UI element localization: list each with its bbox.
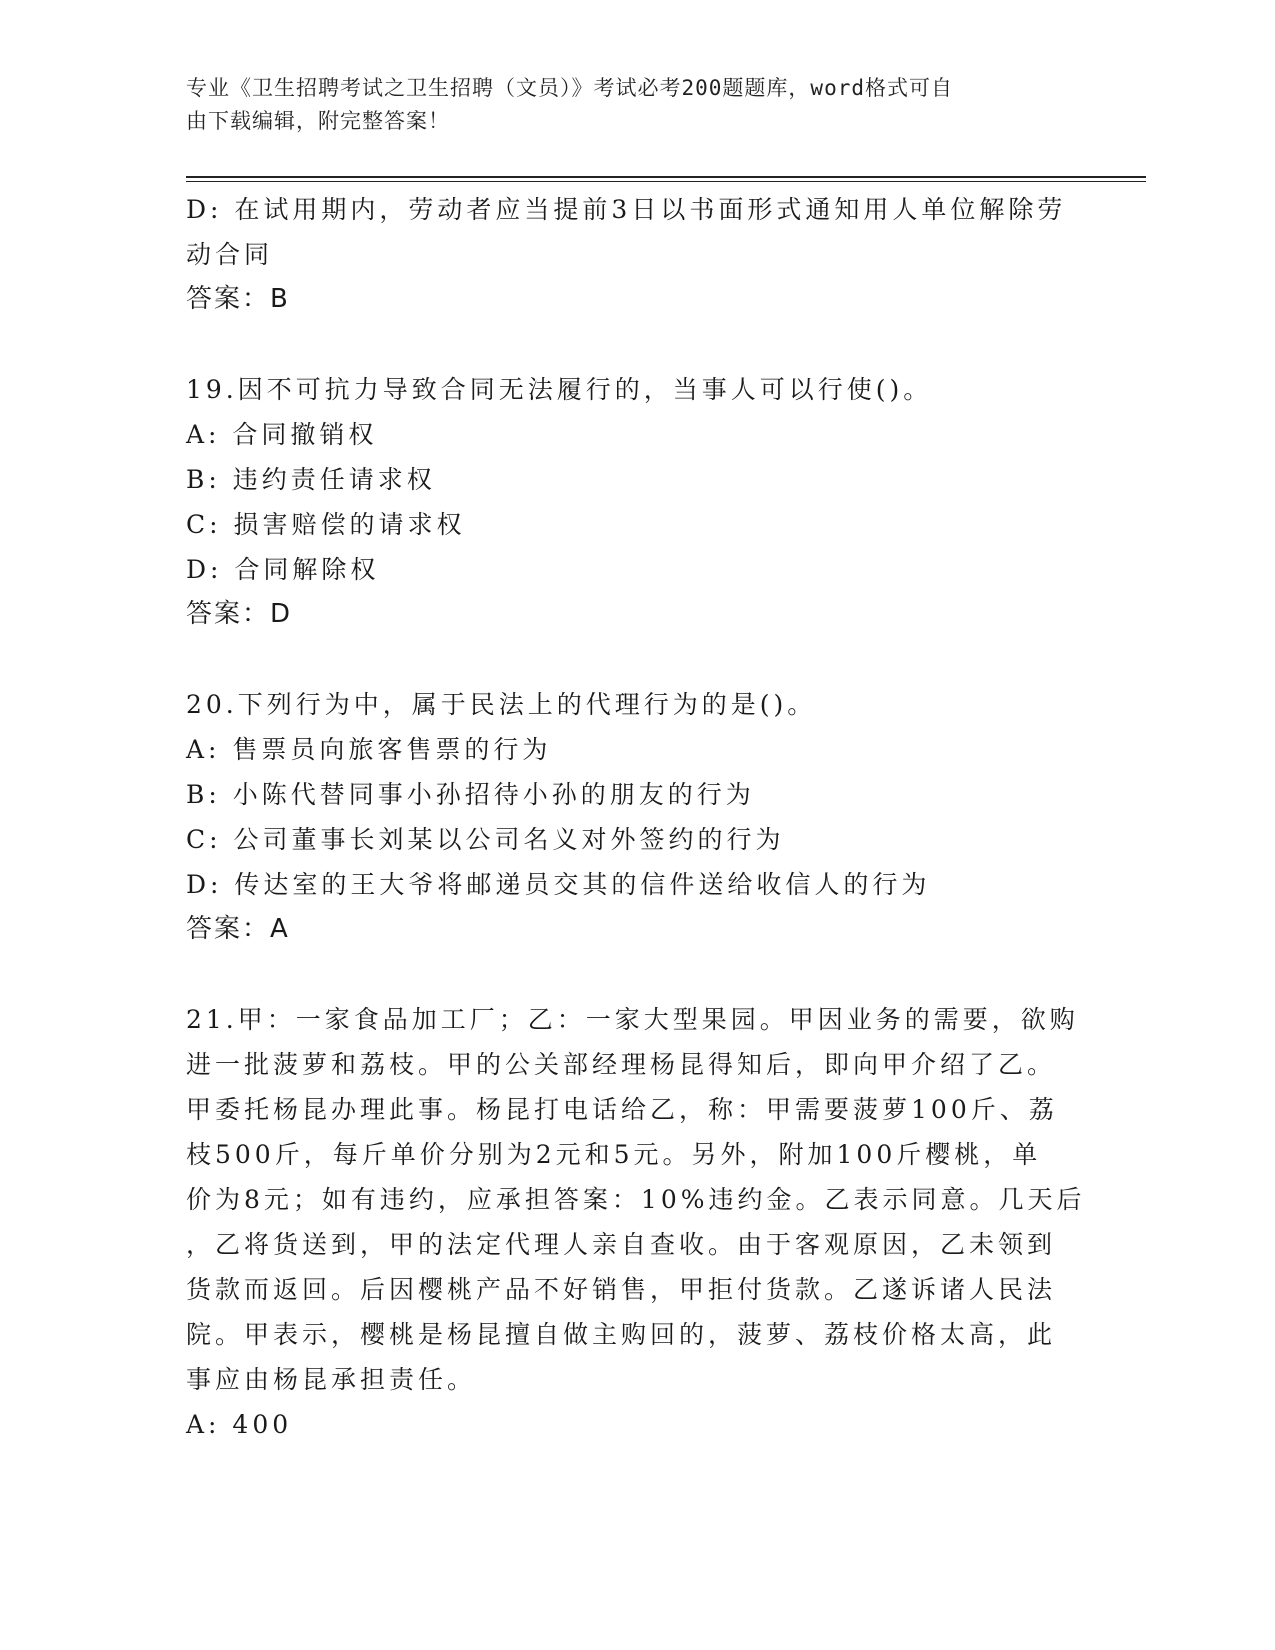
option-a: A: 400	[186, 1410, 293, 1439]
question-stem-line: 价为8元；如有违约，应承担答案：10%违约金。乙表示同意。几天后	[186, 1185, 1086, 1214]
question-stem-line: 枝500斤，每斤单价分别为2元和5元。另外，附加100斤樱桃，单	[186, 1140, 1042, 1169]
header-divider	[186, 176, 1146, 178]
spacer	[186, 952, 1076, 997]
question-stem: 20.下列行为中，属于民法上的代理行为的是()。	[186, 690, 817, 719]
spacer	[186, 322, 1076, 367]
question-19	[186, 367, 1076, 637]
question-stem-line: ，乙将货送到，甲的法定代理人亲自查收。由于客观原因，乙未领到	[186, 1230, 1057, 1259]
header-line-2: 由下载编辑，附完整答案！	[186, 109, 450, 133]
question-stem: 19.因不可抗力导致合同无法履行的，当事人可以行使()。	[186, 375, 933, 404]
question-stem-line: 院。甲表示，樱桃是杨昆擅自做主购回的，菠萝、荔枝价格太高，此	[186, 1320, 1057, 1349]
answer-line: 答案：D	[186, 599, 293, 629]
option-b: B: 小陈代替同事小孙招待小孙的朋友的行为	[186, 780, 755, 809]
question-21	[186, 997, 1086, 1447]
question-18	[186, 187, 1076, 322]
option-d-continued: 动合同	[186, 240, 274, 269]
question-20	[186, 682, 1076, 952]
header-divider-thin	[186, 181, 1146, 182]
option-d: D: 传达室的王大爷将邮递员交其的信件送给收信人的行为	[186, 870, 931, 899]
option-c: C: 公司董事长刘某以公司名义对外签约的行为	[186, 825, 785, 854]
document-body	[186, 187, 1086, 1447]
spacer	[186, 637, 1076, 682]
question-stem-line: 货款而返回。后因樱桃产品不好销售，甲拒付货款。乙遂诉诸人民法	[186, 1275, 1057, 1304]
option-c: C: 损害赔偿的请求权	[186, 510, 466, 539]
question-stem-line: 事应由杨昆承担责任。	[186, 1365, 477, 1394]
option-d: D: 合同解除权	[186, 555, 380, 584]
question-stem-line: 21.甲：一家食品加工厂；乙：一家大型果园。甲因业务的需要，欲购	[186, 1005, 1079, 1034]
option-d: D: 在试用期内，劳动者应当提前3日以书面形式通知用人单位解除劳	[186, 195, 1067, 224]
option-b: B: 违约责任请求权	[186, 465, 436, 494]
answer-line: 答案：A	[186, 914, 290, 944]
answer-line: 答案：B	[186, 284, 290, 314]
option-a: A: 合同撤销权	[186, 420, 378, 449]
header-line-1: 专业《卫生招聘考试之卫生招聘（文员）》考试必考200题题库，word格式可自	[186, 76, 953, 100]
question-stem-line: 进一批菠萝和荔枝。甲的公关部经理杨昆得知后，即向甲介绍了乙。	[186, 1050, 1057, 1079]
question-stem-line: 甲委托杨昆办理此事。杨昆打电话给乙，称：甲需要菠萝100斤、荔	[186, 1095, 1058, 1124]
option-a: A: 售票员向旅客售票的行为	[186, 735, 552, 764]
document-header	[186, 72, 1066, 138]
